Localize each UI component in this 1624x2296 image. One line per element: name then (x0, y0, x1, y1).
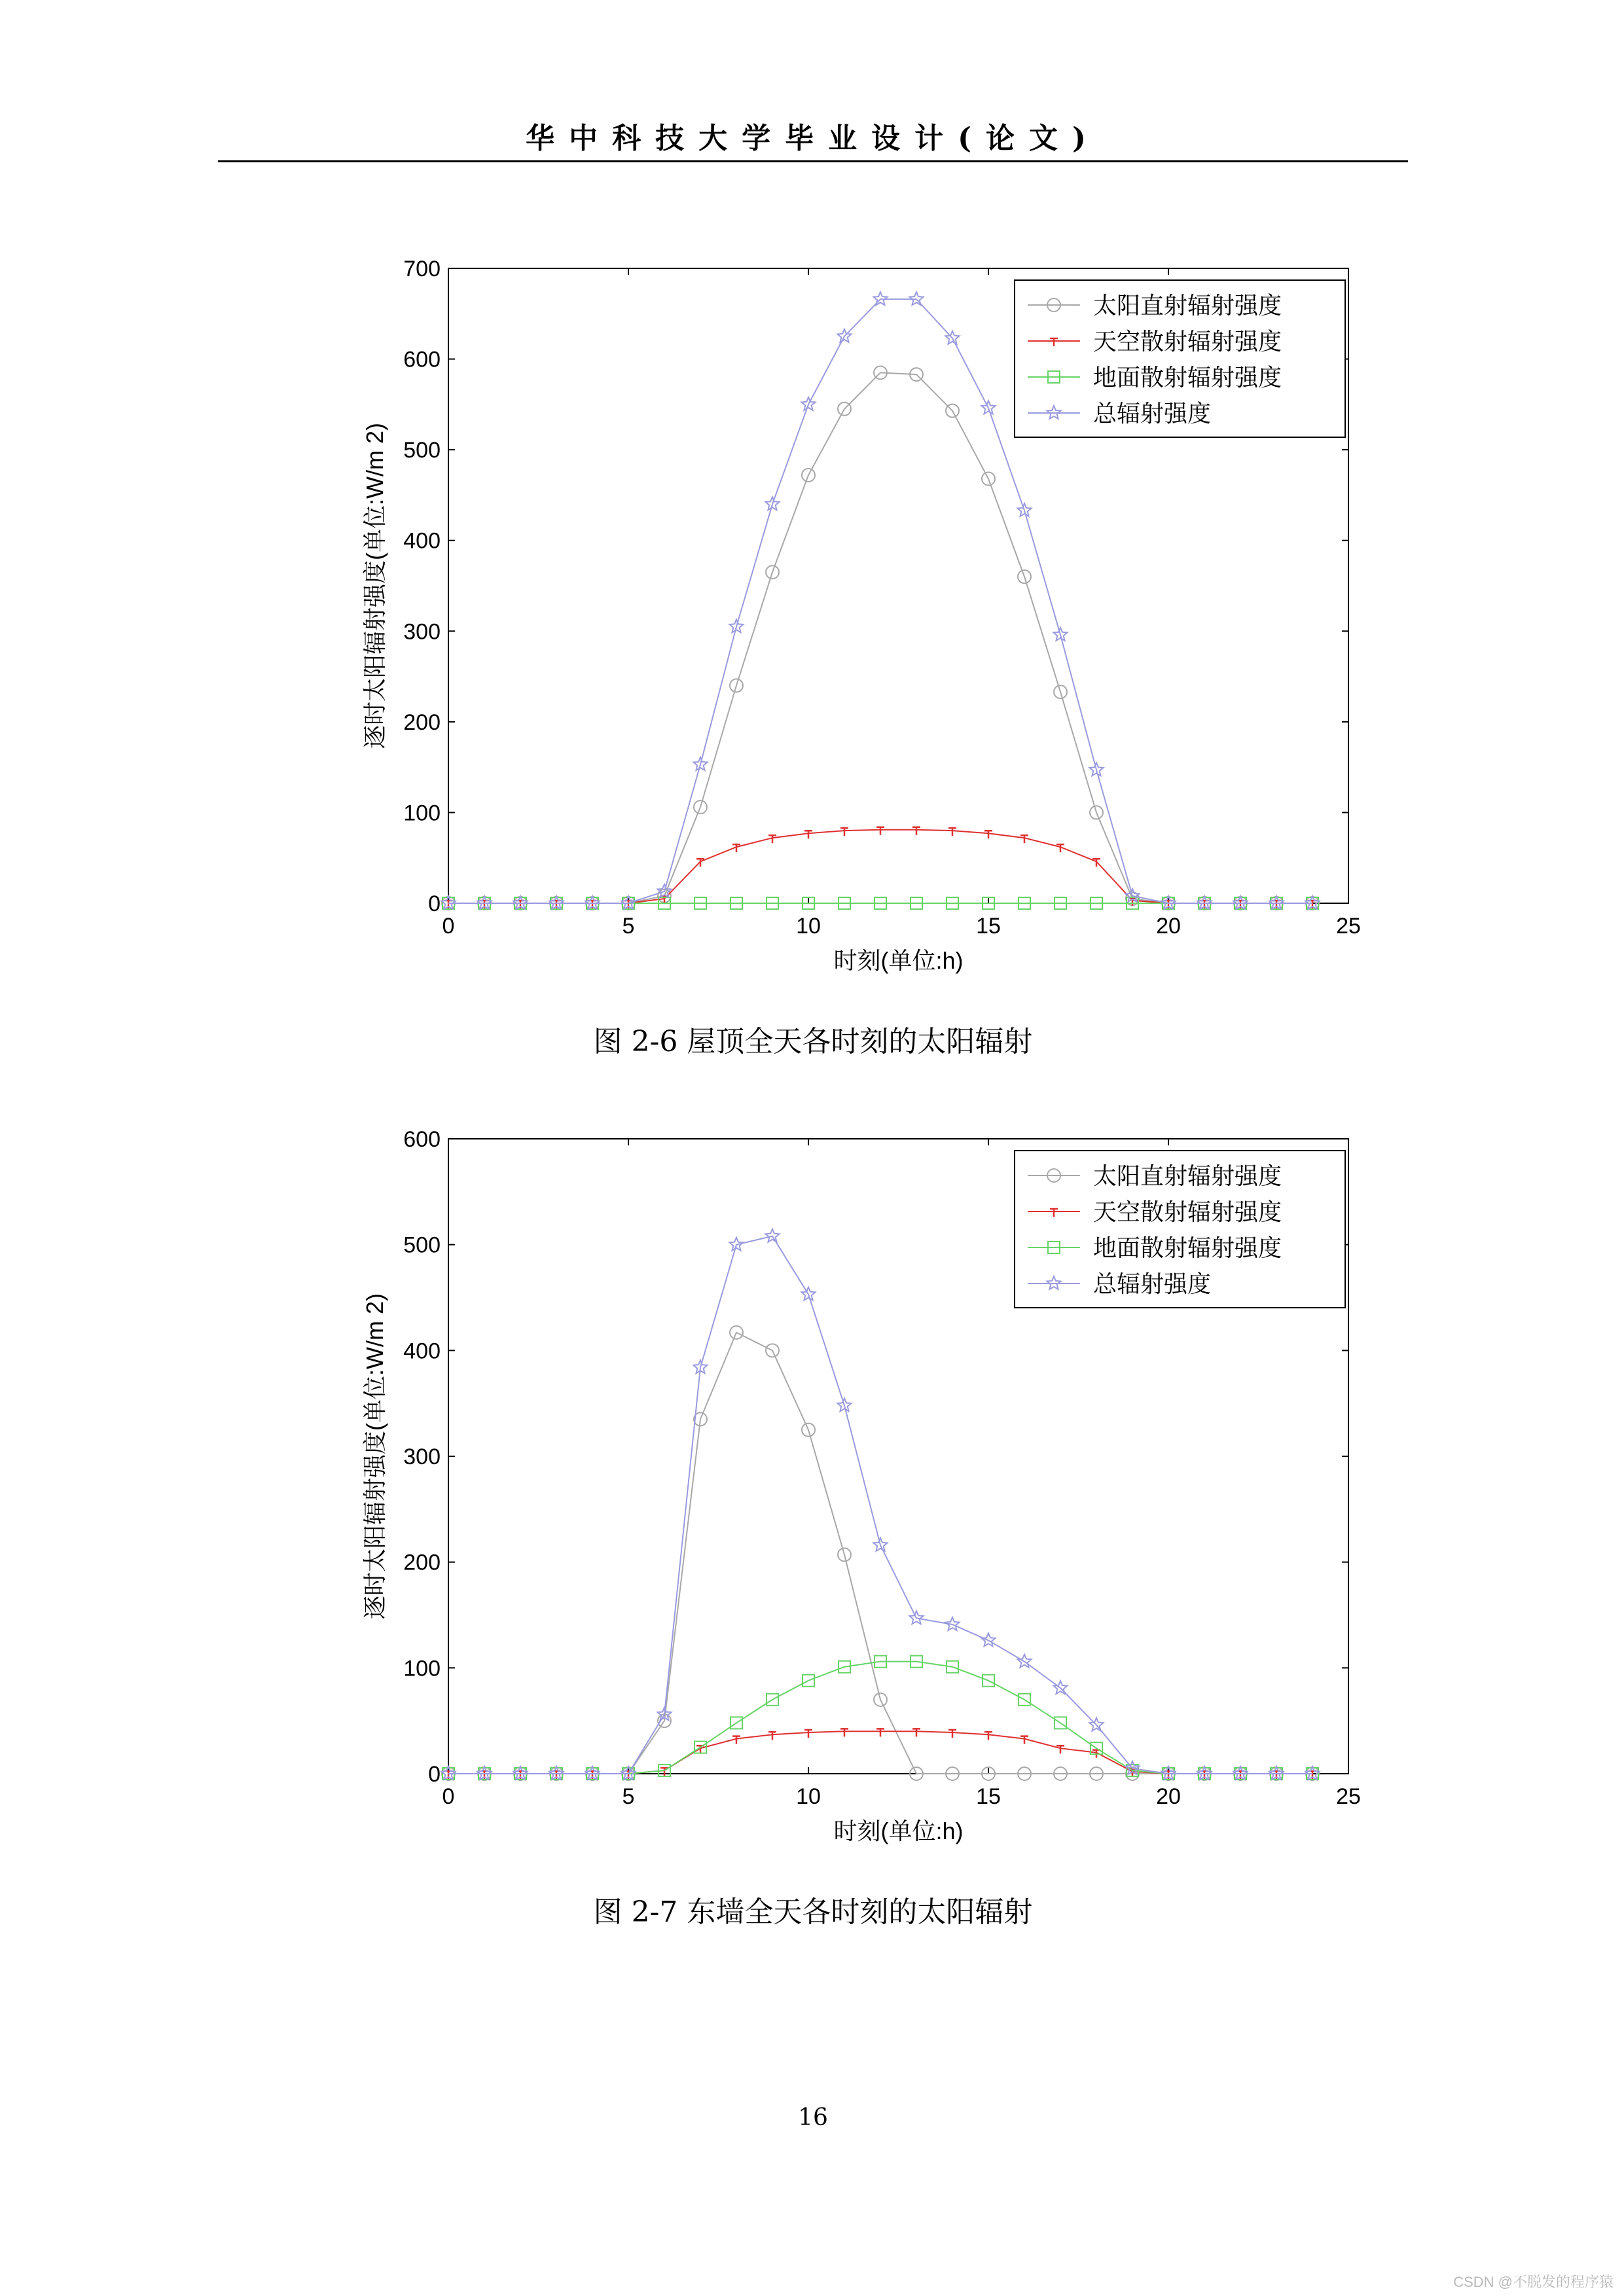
y-tick-label: 500 (403, 1232, 441, 1258)
series-sky (444, 1729, 1316, 1779)
data-point (912, 1729, 920, 1736)
y-tick-label: 100 (403, 800, 441, 826)
data-point (946, 1617, 960, 1630)
y-axis-label: 逐时太阳辐射强度(单位:W/m 2) (361, 423, 388, 749)
series-line (448, 830, 1312, 903)
page-header-title: 华中科技大学毕业设计(论文) (526, 122, 1100, 155)
x-tick-label: 15 (976, 1784, 1001, 1809)
series-ground (442, 1656, 1318, 1780)
y-tick-label: 700 (403, 257, 441, 281)
y-tick-label: 200 (403, 709, 441, 735)
legend (1015, 1151, 1345, 1308)
series-line (448, 1333, 1312, 1774)
data-point (804, 831, 812, 838)
y-tick-label: 600 (403, 1127, 441, 1152)
data-point (912, 827, 920, 835)
data-point (910, 292, 924, 305)
y-tick-label: 400 (403, 1338, 441, 1364)
data-point (876, 1729, 884, 1736)
y-tick-label: 500 (403, 438, 441, 463)
series-line (448, 1731, 1312, 1774)
y-tick-label: 100 (403, 1656, 441, 1681)
chart-east-wall-radiation (340, 1113, 1388, 1865)
data-point (984, 1732, 992, 1740)
x-tick-label: 25 (1336, 1784, 1361, 1809)
legend-label: 天空散射辐射强度 (1093, 328, 1282, 355)
chart-roof-radiation (340, 242, 1388, 995)
data-point (840, 828, 848, 836)
x-tick-label: 20 (1156, 1784, 1181, 1809)
watermark: CSDN @不脱发的程序猿 (1453, 2274, 1614, 2290)
legend-label: 太阳直射辐射强度 (1093, 1162, 1282, 1189)
series-sky (444, 827, 1316, 908)
data-point (768, 1732, 776, 1740)
figure-caption-2-7: 图 2-7 东墙全天各时刻的太阳辐射 (593, 1895, 1033, 1929)
y-tick-label: 600 (403, 347, 441, 372)
y-tick-label: 300 (403, 619, 441, 645)
legend-label: 地面散射辐射强度 (1093, 364, 1282, 391)
legend-label: 天空散射辐射强度 (1093, 1198, 1282, 1225)
legend-label: 地面散射辐射强度 (1093, 1234, 1282, 1261)
data-point (984, 831, 992, 838)
data-point (766, 1229, 780, 1242)
x-tick-label: 15 (976, 914, 1001, 939)
data-point (730, 1238, 744, 1251)
data-point (948, 828, 956, 836)
data-point (876, 827, 884, 835)
series-direct (442, 1326, 1319, 1780)
x-tick-label: 0 (442, 1784, 455, 1809)
data-point (840, 1729, 848, 1736)
y-tick-label: 400 (403, 528, 441, 554)
x-tick-label: 5 (622, 914, 635, 939)
x-tick-label: 5 (622, 1784, 635, 1809)
y-tick-label: 0 (428, 1762, 441, 1787)
y-axis-label: 逐时太阳辐射强度(单位:W/m 2) (361, 1293, 388, 1619)
y-tick-label: 300 (403, 1444, 441, 1469)
y-tick-label: 0 (428, 891, 441, 916)
x-tick-label: 10 (796, 1784, 821, 1809)
page-number: 16 (798, 2104, 828, 2131)
y-tick-label: 200 (403, 1550, 441, 1575)
figure-east-wall-radiation (340, 1113, 1388, 1865)
x-axis-label: 时刻(单位:h) (833, 1818, 964, 1844)
data-point (948, 1730, 956, 1738)
figure-roof-radiation (340, 242, 1388, 995)
data-point (804, 1730, 812, 1738)
x-tick-label: 20 (1156, 914, 1181, 939)
legend (1015, 280, 1345, 437)
figure-caption-2-6: 图 2-6 屋顶全天各时刻的太阳辐射 (593, 1025, 1033, 1058)
legend-label: 太阳直射辐射强度 (1093, 292, 1282, 319)
legend-label: 总辐射强度 (1093, 1270, 1212, 1297)
series-line (448, 372, 1312, 903)
data-point (874, 292, 888, 305)
x-tick-label: 10 (796, 914, 821, 939)
x-tick-label: 0 (442, 914, 455, 939)
series-line (448, 1662, 1312, 1774)
x-tick-label: 25 (1336, 914, 1361, 939)
data-point (1056, 1746, 1064, 1753)
x-axis-label: 时刻(单位:h) (833, 947, 964, 974)
header-rule (218, 160, 1408, 162)
legend-label: 总辐射强度 (1093, 400, 1212, 427)
